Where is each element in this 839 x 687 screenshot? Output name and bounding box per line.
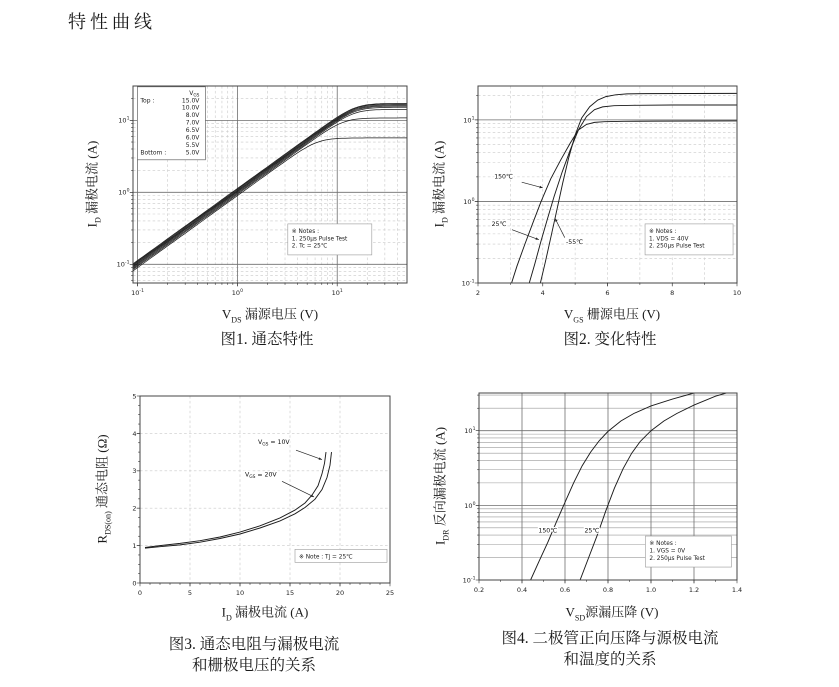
figure3-xlabel: $I_D$ 漏极电流 (A) (221, 604, 309, 623)
svg-text:0.8: 0.8 (602, 586, 614, 594)
svg-text:5: 5 (187, 589, 193, 597)
svg-text:8.0V: 8.0V (185, 112, 200, 120)
svg-text:1.2: 1.2 (688, 586, 700, 594)
page-title: 特性曲线 (68, 12, 156, 32)
svg-text:VGS = 10V: $V_{GS} = 10V$ (258, 438, 290, 448)
figure1-chart-canvas (104, 80, 414, 302)
svg-text:※ Note : Tj = 25℃: ※ Note : Tj = 25℃ (299, 554, 353, 561)
svg-text:2: 2 (475, 289, 481, 297)
figure1-caption: 图1. 通态特性 (220, 331, 314, 348)
svg-text:100: $10^0$ (118, 188, 130, 197)
figure2-xlabel: $V_{GS}$ 栅源电压 (V) (563, 306, 661, 325)
figure4-caption: 图4. 二极管正向压降与源极电流 和温度的关系 (501, 630, 719, 668)
svg-text:10: 10 (732, 289, 742, 297)
figure4-ylabel: $I_{DR}$ 反向漏极电流 (A) (432, 426, 451, 546)
svg-text:100: $10^0$ (463, 197, 475, 206)
svg-text:1. VGS = 0V: 1. VGS = 0V (649, 548, 686, 555)
svg-text:150℃: 150℃ (538, 527, 558, 535)
svg-text:101: $10^1$ (118, 116, 130, 125)
svg-text:25: 25 (385, 589, 395, 597)
svg-text:25℃: 25℃ (491, 220, 507, 228)
figure2-chart-canvas (449, 80, 745, 302)
svg-text:6.0V: 6.0V (185, 134, 200, 142)
svg-text:0: 0 (132, 579, 137, 588)
svg-text:6: 6 (605, 289, 610, 297)
svg-text:10.0V: 10.0V (181, 104, 200, 112)
svg-text:25℃: 25℃ (584, 527, 600, 535)
svg-text:100: $10^0$ (464, 501, 476, 510)
figure4-xlabel: $V_{SD}$源漏压降 (V) (565, 604, 659, 623)
figure3-ylabel: $R_{DS(on)}$ 通态电阻 (Ω) (94, 434, 113, 544)
svg-text:※ Notes :: ※ Notes : (649, 541, 677, 548)
svg-text:※ Notes :: ※ Notes : (291, 228, 320, 235)
svg-text:100: $10^0$ (231, 289, 244, 297)
svg-text:Bottom :: Bottom : (140, 149, 167, 157)
svg-text:5.0V: 5.0V (185, 149, 200, 157)
svg-text:2. 250μs Pulse Test: 2. 250μs Pulse Test (649, 243, 705, 250)
svg-text:Top :: Top : (140, 97, 155, 105)
svg-text:1. VDS = 40V: 1. VDS = 40V (649, 236, 689, 243)
svg-text:15: 15 (285, 589, 295, 597)
svg-text:20: 20 (335, 589, 345, 597)
svg-text:-55℃: -55℃ (566, 239, 584, 247)
svg-text:5: 5 (132, 392, 137, 401)
svg-text:4: 4 (132, 429, 137, 438)
svg-text:7.0V: 7.0V (185, 119, 200, 127)
figure1-ylabel: $I_D$ 漏极电流 (A) (84, 140, 103, 228)
svg-text:10-1: $10^{-1}$ (461, 279, 475, 288)
svg-text:101: $10^1$ (464, 427, 476, 436)
svg-text:101: $10^1$ (463, 116, 475, 125)
svg-text:2: 2 (132, 504, 137, 513)
svg-text:VGS: $V_{GS}$ (189, 89, 200, 99)
svg-text:VGS = 20V: $V_{GS} = 20V$ (245, 471, 277, 480)
svg-text:0.2: 0.2 (473, 586, 485, 594)
svg-text:0.4: 0.4 (516, 586, 528, 594)
figure1-xlabel: $V_{DS}$ 漏源电压 (V) (221, 306, 319, 325)
svg-text:※ Notes :: ※ Notes : (649, 228, 677, 235)
svg-text:1.4: 1.4 (731, 586, 743, 594)
svg-text:4: 4 (540, 289, 545, 297)
svg-text:2. Tc = 25℃: 2. Tc = 25℃ (291, 243, 328, 250)
svg-text:10-1: $10^{-1}$ (116, 260, 130, 269)
svg-text:2. 250μs Pulse Test: 2. 250μs Pulse Test (649, 555, 705, 562)
figure2-ylabel: $I_D$ 漏极电流 (A) (431, 140, 450, 228)
figure2-caption: 图2. 变化特性 (563, 331, 657, 348)
svg-text:10-1: $10^{-1}$ (131, 289, 145, 297)
svg-text:150℃: 150℃ (494, 173, 513, 181)
svg-text:10: 10 (235, 589, 245, 597)
figure4-chart-canvas (450, 387, 745, 597)
svg-text:15.0V: 15.0V (181, 97, 200, 105)
svg-text:10-1: $10^{-1}$ (462, 576, 476, 585)
svg-text:8: 8 (670, 289, 675, 297)
svg-text:3: 3 (132, 467, 137, 476)
svg-text:1.0: 1.0 (645, 586, 657, 594)
svg-text:0: 0 (137, 589, 143, 597)
svg-text:6.5V: 6.5V (185, 127, 200, 135)
figure3-chart-canvas (111, 390, 398, 600)
svg-text:101: $10^1$ (331, 289, 343, 297)
svg-text:5.5V: 5.5V (185, 141, 200, 149)
svg-text:1: 1 (132, 542, 137, 550)
svg-text:0.6: 0.6 (559, 586, 571, 594)
figure3-caption: 图3. 通态电阻与漏极电流 和栅极电压的关系 (168, 636, 340, 674)
svg-text:1. 250μs Pulse Test: 1. 250μs Pulse Test (291, 236, 348, 243)
